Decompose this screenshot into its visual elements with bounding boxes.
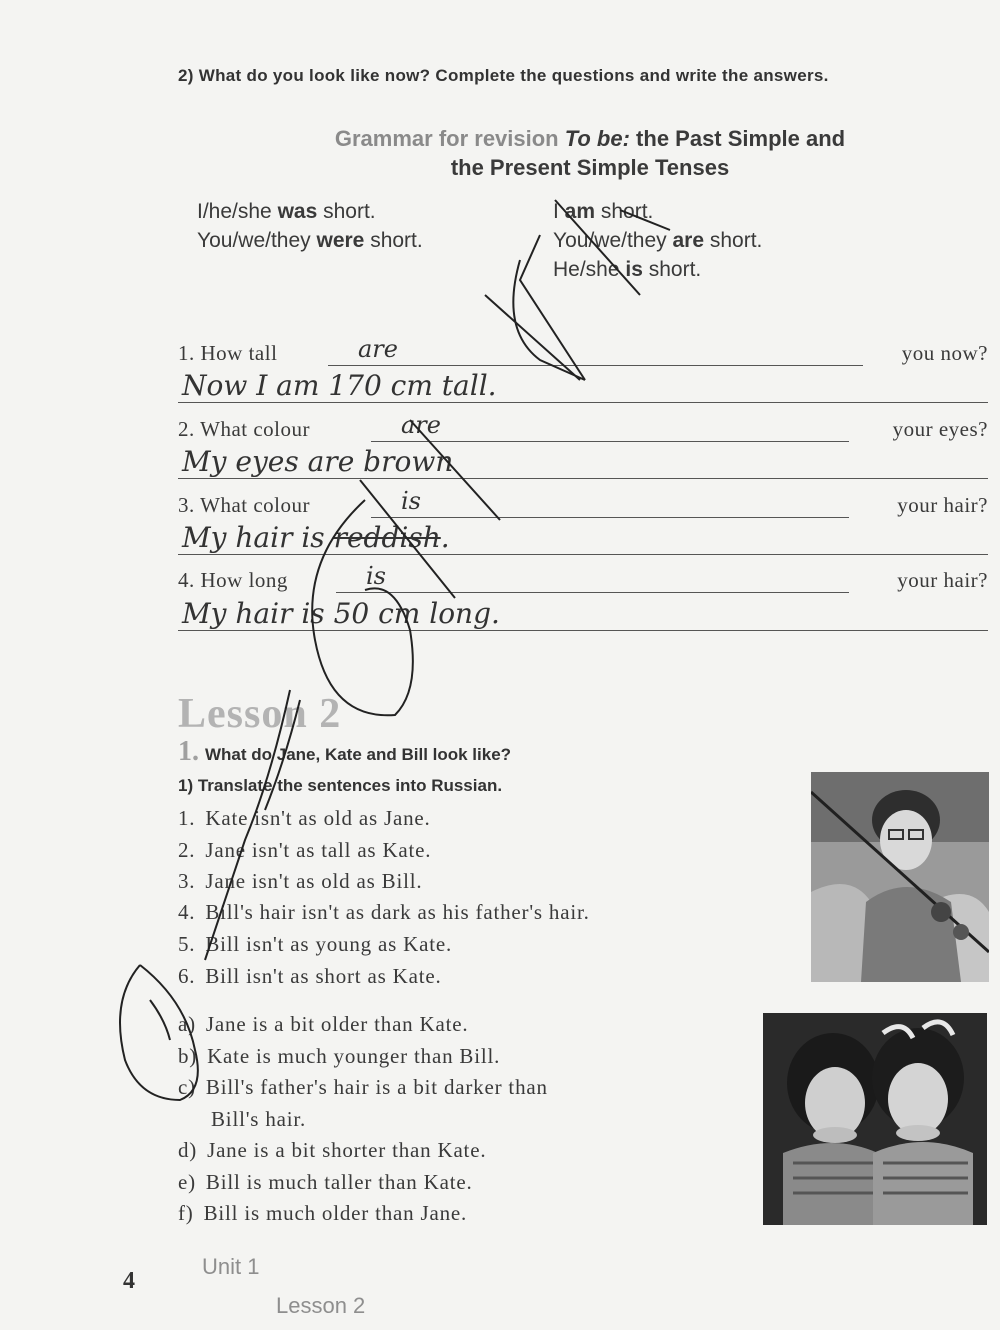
boy-fishing-photo bbox=[811, 772, 989, 982]
exercise-1-subtask: 1) Translate the sentences into Russian. bbox=[178, 776, 503, 795]
question-2 bbox=[178, 411, 988, 446]
question-blank[interactable] bbox=[336, 562, 849, 593]
option-item-continuation: Bill's hair. bbox=[211, 1107, 307, 1131]
question-tail: your hair? bbox=[897, 493, 988, 517]
question-4 bbox=[178, 562, 988, 597]
page-number: 4 bbox=[123, 1268, 135, 1294]
present-line: You/we/they are short. bbox=[553, 229, 763, 252]
question-lead: 3. What colour bbox=[178, 493, 310, 517]
present-simple-column bbox=[553, 197, 762, 284]
answer-line-1[interactable] bbox=[178, 368, 988, 403]
option-item: b) Kate is much younger than Bill. bbox=[178, 1044, 501, 1068]
sentence-item: 3. Jane isn't as old as Bill. bbox=[178, 869, 423, 893]
option-item: e) Bill is much taller than Kate. bbox=[178, 1170, 473, 1194]
sentence-item: 2. Jane isn't as tall as Kate. bbox=[178, 838, 432, 862]
question-blank[interactable] bbox=[371, 411, 849, 442]
past-simple-column bbox=[197, 197, 423, 255]
question-lead: 1. How tall bbox=[178, 341, 278, 365]
question-tail: your hair? bbox=[897, 568, 988, 592]
question-blank[interactable] bbox=[371, 487, 849, 518]
answer-text: Now I am 170 cm tall. bbox=[182, 369, 497, 402]
footer-unit: Unit 1 bbox=[202, 1254, 260, 1279]
question-lead: 2. What colour bbox=[178, 417, 310, 441]
answer-line-2[interactable] bbox=[178, 444, 988, 479]
answer-line-4[interactable] bbox=[178, 596, 988, 631]
option-item: f) Bill is much older than Jane. bbox=[178, 1201, 468, 1225]
question-fill: are bbox=[358, 335, 398, 363]
sentence-item: 6. Bill isn't as short as Kate. bbox=[178, 964, 442, 988]
footer-lesson: Lesson 2 bbox=[276, 1293, 366, 1318]
option-item: a) Jane is a bit older than Kate. bbox=[178, 1012, 469, 1036]
sentence-item: 1. Kate isn't as old as Jane. bbox=[178, 806, 431, 830]
sentence-item: 4. Bill's hair isn't as dark as his father's hair. bbox=[178, 900, 590, 924]
question-fill: is bbox=[366, 562, 386, 590]
question-1 bbox=[178, 335, 988, 370]
sentence-item: 5. Bill isn't as young as Kate. bbox=[178, 932, 453, 956]
question-blank[interactable] bbox=[328, 335, 863, 366]
answer-text: My eyes are brown bbox=[182, 445, 454, 478]
exercise-1-heading: 1. What do Jane, Kate and Bill look like? bbox=[178, 736, 512, 767]
question-lead: 4. How long bbox=[178, 568, 288, 592]
lesson-title: Lesson 2 bbox=[178, 691, 342, 737]
answer-line-3[interactable] bbox=[178, 520, 988, 555]
question-tail: you now? bbox=[901, 341, 988, 365]
option-item: d) Jane is a bit shorter than Kate. bbox=[178, 1138, 487, 1162]
question-tail: your eyes? bbox=[892, 417, 988, 441]
two-girls-photo bbox=[763, 1013, 987, 1225]
answer-text: My hair is reddish. bbox=[182, 521, 450, 554]
grammar-title-rest: the Past Simple and bbox=[629, 126, 846, 151]
question-fill: are bbox=[401, 411, 441, 439]
present-line: He/she is short. bbox=[553, 258, 702, 281]
present-line: I am short. bbox=[553, 200, 654, 223]
past-line: You/we/they were short. bbox=[197, 229, 423, 252]
struck-word: reddish bbox=[333, 521, 441, 554]
past-line: I/he/she was short. bbox=[197, 200, 376, 223]
grammar-title bbox=[180, 124, 1000, 182]
task-heading: 2) What do you look like now? Complete the questions and write the answers. bbox=[178, 66, 829, 85]
question-3 bbox=[178, 487, 988, 522]
grammar-title-line2: the Present Simple Tenses bbox=[450, 155, 730, 180]
answer-text: My hair is 50 cm long. bbox=[182, 597, 500, 630]
option-item: c) Bill's father's hair is a bit darker than bbox=[178, 1075, 548, 1099]
question-fill: is bbox=[401, 487, 421, 515]
grammar-title-grey: Grammar for revision bbox=[334, 126, 565, 151]
grammar-title-em: To be: bbox=[564, 126, 630, 151]
exercise-number: 1. bbox=[178, 736, 199, 767]
